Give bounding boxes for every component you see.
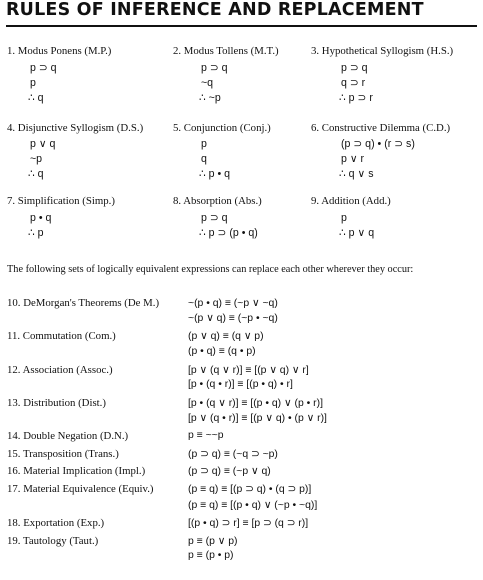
rule-line: ~p (30, 153, 43, 165)
rule-name-modus-tollens: 2. Modus Tollens (M.T.) (173, 45, 279, 57)
rule-line: [p ∨ (q ∨ r)] ≡ [(p ∨ q) ∨ r] (188, 365, 309, 376)
rule-name-association: 12. Association (Assoc.) (7, 364, 113, 376)
rule-name-commutation: 11. Commutation (Com.) (7, 330, 116, 342)
rule-line: p ≡ ~~p (188, 430, 224, 441)
rule-line: (p ≡ q) ≡ [(p ⊃ q) • (q ⊃ p)] (188, 484, 312, 495)
rule-line: p ⊃ q (201, 62, 228, 74)
rule-line: p (201, 138, 207, 150)
rule-line: p (341, 212, 347, 224)
rule-line: (p ⊃ q) • (r ⊃ s) (341, 138, 415, 150)
rule-line: ∴ p ⊃ (p • q) (199, 227, 258, 239)
rule-line: [(p • q) ⊃ r] ≡ [p ⊃ (q ⊃ r)] (188, 518, 309, 529)
rule-name-simplification: 7. Simplification (Simp.) (7, 195, 115, 207)
rule-name-exportation: 18. Exportation (Exp.) (7, 517, 105, 529)
rule-line: (p ∨ q) ≡ (q ∨ p) (188, 331, 264, 342)
rule-line: (p • q) ≡ (q • p) (188, 346, 256, 357)
rule-line: q ⊃ r (341, 77, 366, 89)
rule-line: ∴ p ⊃ r (339, 92, 373, 104)
rule-name-material-equivalence: 17. Material Equivalence (Equiv.) (7, 483, 154, 495)
rule-name-addition: 9. Addition (Add.) (311, 195, 391, 207)
rule-line: ∴ q (28, 92, 44, 104)
rule-line: p ≡ (p ∨ p) (188, 536, 238, 547)
rule-line: p (30, 77, 36, 89)
rule-name-disjunctive-syllogism: 4. Disjunctive Syllogism (D.S.) (7, 122, 144, 134)
rule-line: ∴ p (28, 227, 44, 239)
rule-name-double-negation: 14. Double Negation (D.N.) (7, 430, 129, 442)
rule-line: ∴ q ∨ s (339, 168, 374, 180)
rule-line: (p ⊃ q) ≡ (~p ∨ q) (188, 466, 271, 477)
rule-name-conjunction: 5. Conjunction (Conj.) (173, 122, 271, 134)
rule-line: p ⊃ q (30, 62, 57, 74)
replacement-intro-text: The following sets of logically equivalent expressions can replace each other wherever they occur: (7, 264, 414, 275)
rule-line: p ⊃ q (341, 62, 368, 74)
rule-line: ∴ p ∨ q (339, 227, 375, 239)
rule-name-distribution: 13. Distribution (Dist.) (7, 397, 106, 409)
rule-line: p ∨ q (30, 138, 56, 150)
rule-name-tautology: 19. Tautology (Taut.) (7, 535, 99, 547)
rule-line: (p ≡ q) ≡ [(p • q) ∨ (~p • ~q)] (188, 500, 318, 511)
rule-line: ~(p ∨ q) ≡ (~p • ~q) (188, 313, 278, 324)
rule-line: p ≡ (p • p) (188, 550, 234, 561)
rule-line: ∴ ~p (199, 92, 221, 104)
rule-name-modus-ponens: 1. Modus Ponens (M.P.) (7, 45, 112, 57)
rule-line: ∴ p • q (199, 168, 231, 180)
rule-line: p ⊃ q (201, 212, 228, 224)
rule-line: ~(p • q) ≡ (~p ∨ ~q) (188, 298, 278, 309)
rule-line: ~q (201, 77, 214, 89)
rule-name-transposition: 15. Transposition (Trans.) (7, 448, 119, 460)
rule-line: ∴ q (28, 168, 44, 180)
rule-line: [p • (q • r)] ≡ [(p • q) • r] (188, 379, 293, 390)
rule-name-material-implication: 16. Material Implication (Impl.) (7, 465, 146, 477)
rule-line: q (201, 153, 207, 165)
rule-line: p • q (30, 212, 52, 224)
rule-name-constructive-dilemma: 6. Constructive Dilemma (C.D.) (311, 122, 451, 134)
rule-name-hypothetical-syllogism: 3. Hypothetical Syllogism (H.S.) (311, 45, 454, 57)
rule-line: p ∨ r (341, 153, 365, 165)
rule-line: (p ⊃ q) ≡ (~q ⊃ ~p) (188, 449, 278, 460)
rule-line: [p ∨ (q • r)] ≡ [(p ∨ q) • (p ∨ r)] (188, 413, 327, 424)
rule-line: [p • (q ∨ r)] ≡ [(p • q) ∨ (p • r)] (188, 398, 323, 409)
rule-name-demorgan: 10. DeMorgan's Theorems (De M.) (7, 297, 160, 309)
page-title: RULES OF INFERENCE AND REPLACEMENT (6, 0, 477, 27)
rule-name-absorption: 8. Absorption (Abs.) (173, 195, 262, 207)
